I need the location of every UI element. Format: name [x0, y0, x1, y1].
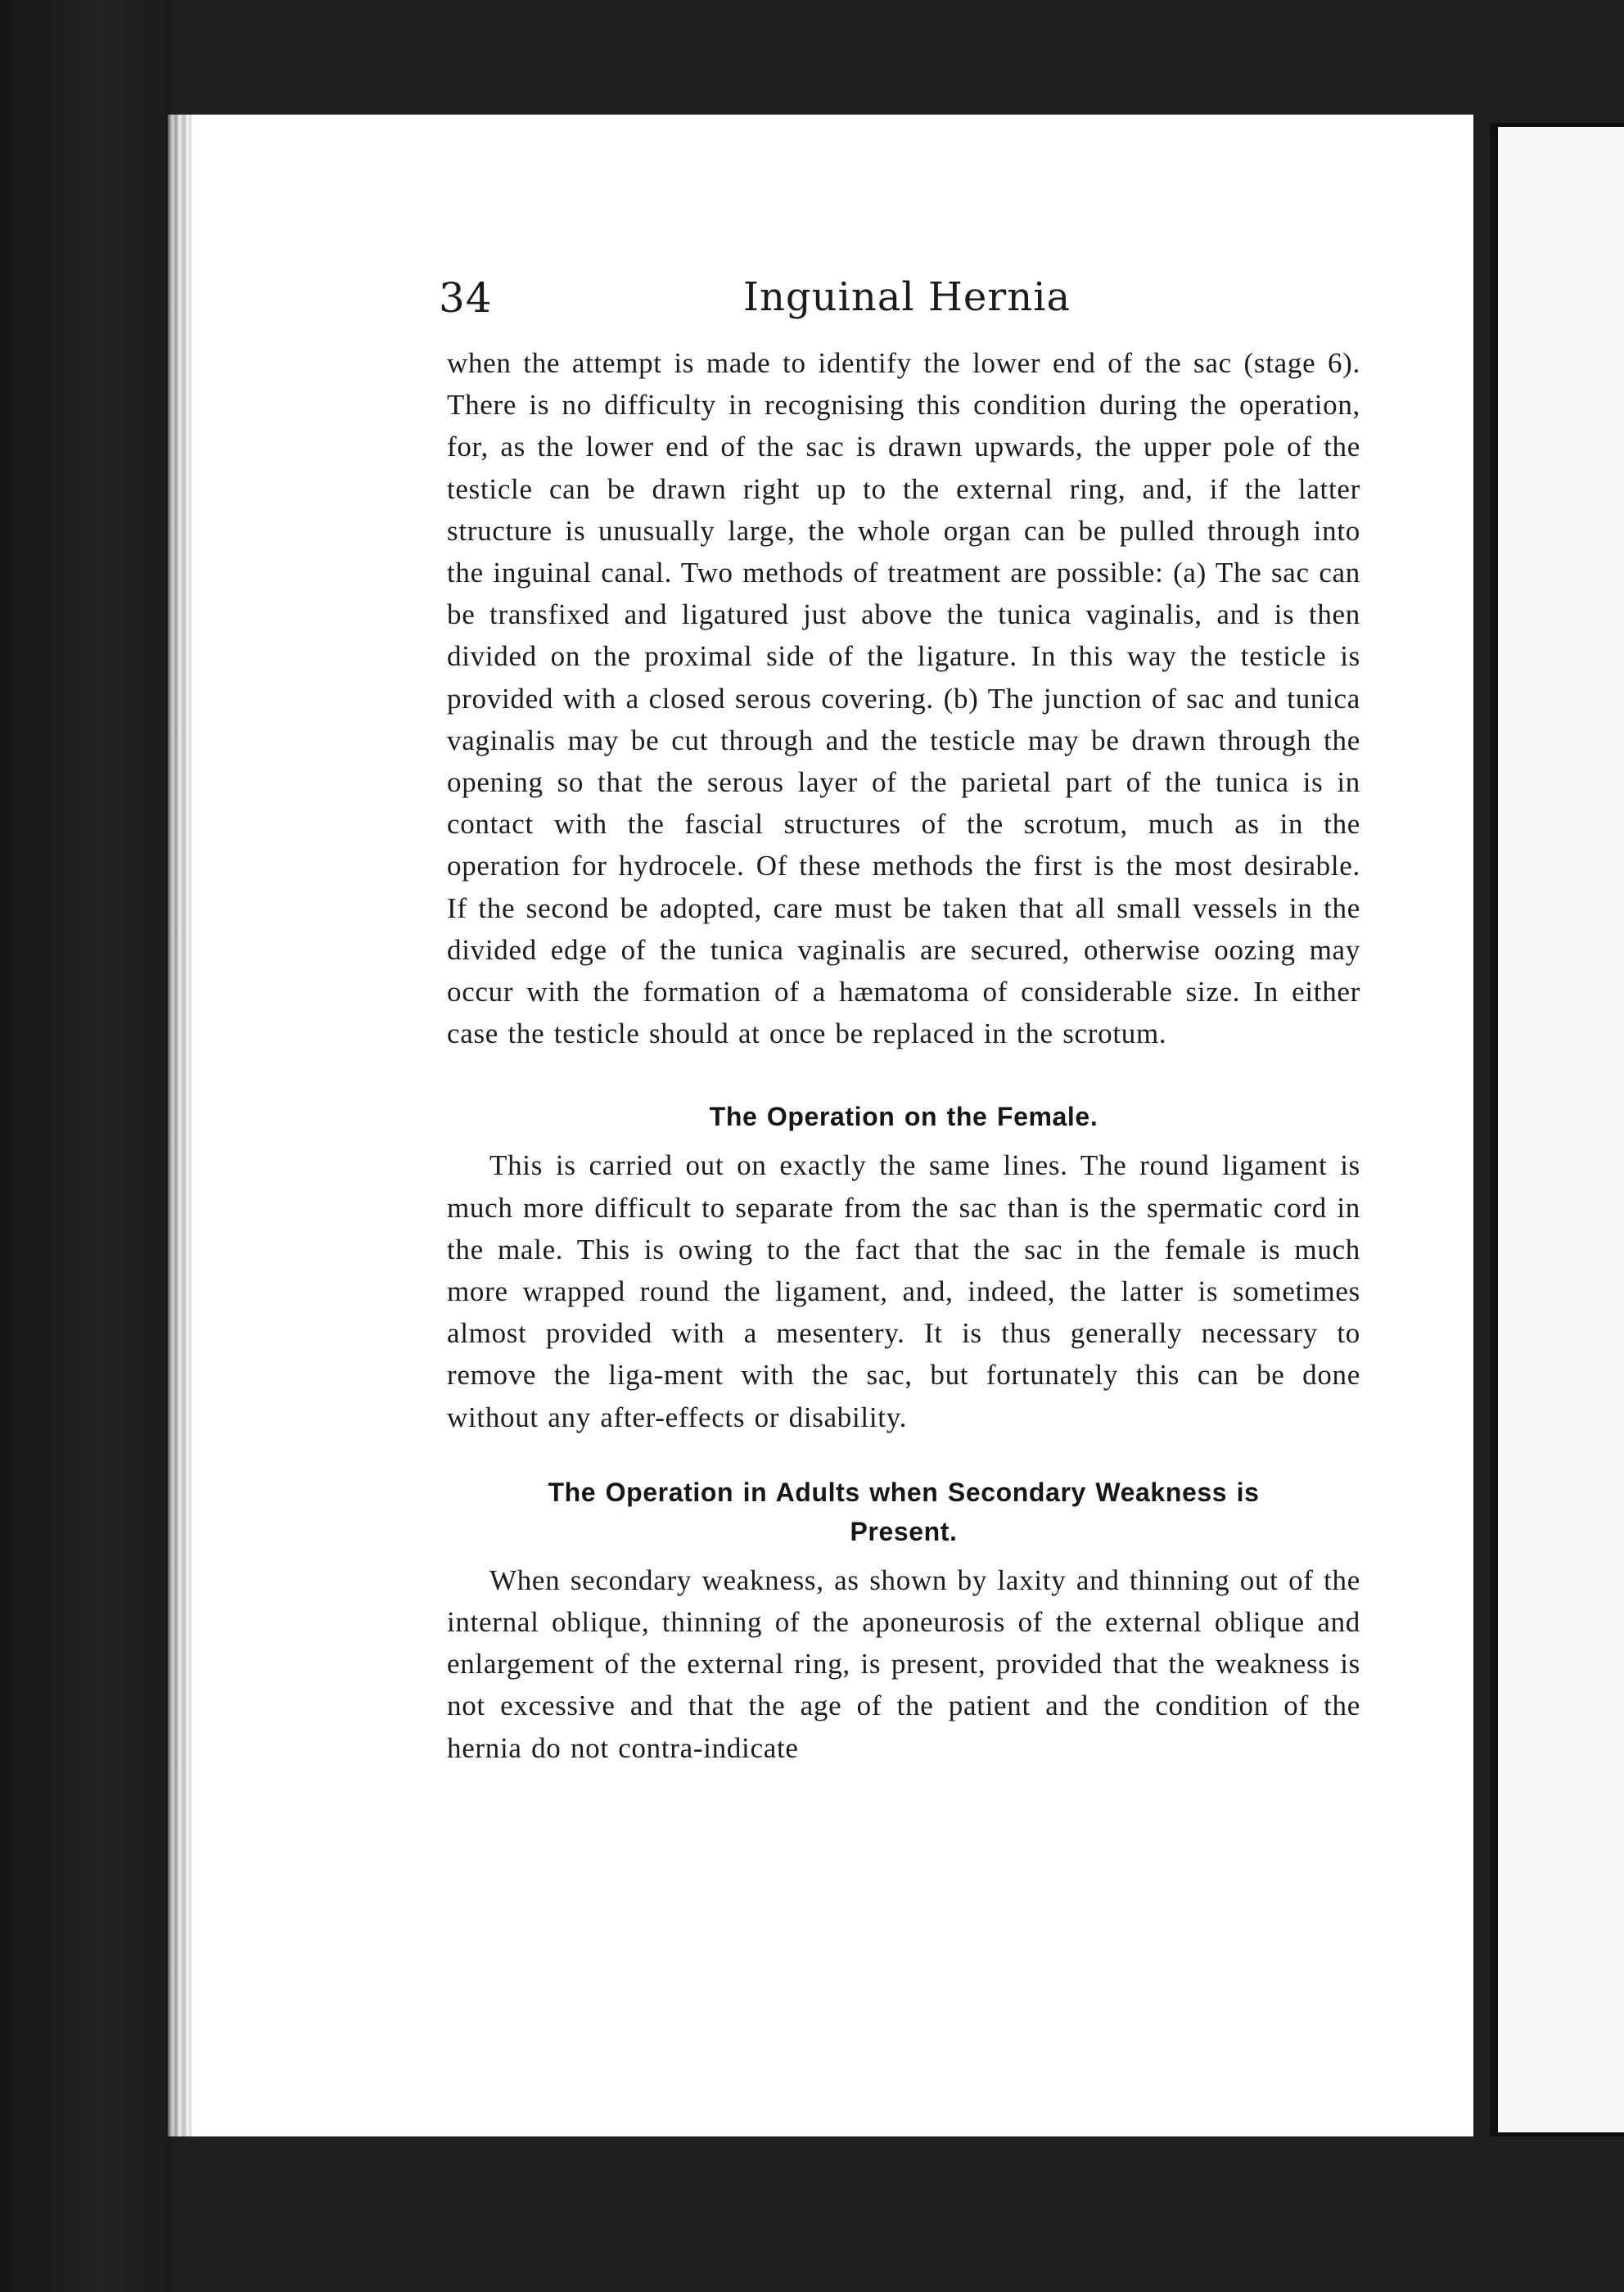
- running-head: [0, 274, 1624, 323]
- page-number: 34: [439, 274, 493, 322]
- running-title: Inguinal Hernia: [743, 274, 1071, 320]
- section-heading-adults: The Operation in Adults when Secondary Weakness is Present.: [548, 1477, 1260, 1546]
- page-body: [447, 342, 1360, 1769]
- paragraph-adults-operation: When secondary weakness, as shown by laxity and thinning out of the internal oblique, thinning of the aponeurosis of the external oblique and enlargement of the external ring, is present, provided that the weakness is not excessive and that the age of the patient and the condition of the hernia do not contra-indicate: [447, 1563, 1360, 1764]
- section-heading-female: The Operation on the Female.: [709, 1102, 1098, 1132]
- paragraph-continued: when the attempt is made to identify the lower end of the sac (stage 6). There is no difficulty in recognising this condition during the operation, for, as the lower end of the sac is drawn upwards, the upper pole of the testicle can be drawn right up to the external ring, and, if the latter structure is unusually large, the whole organ can be pulled through into the inguinal canal. Two methods of treatment are possible: (a) The sac can be transfixed and ligatured just above the tunica vaginalis, and is then divided on the proximal side of the ligature. In this way the testicle is provided with a closed serous covering. (b) The junction of sac and tunica vaginalis may be cut through and the testicle may be drawn through the opening so that the serous layer of the parietal part of the tunica is in contact with the fascial structures of the scrotum, much as in the operation for hydrocele. Of these methods the first is the most desirable. If the second be adopted, care must be taken that all small vessels in the divided edge of the tunica vaginalis are secured, otherwise oozing may occur with the formation of a hæmatoma of considerable size. In either case the testicle should at once be replaced in the scrotum.: [447, 347, 1360, 1050]
- paragraph-female-operation: This is carried out on exactly the same lines. The round ligament is much more difficult to separate from the sac than is the spermatic cord in the male. This is owing to the fact that the sac in the female is much more wrapped round the ligament, and, indeed, the latter is sometimes almost provided with a mesentery. It is thus generally necessary to remove the liga-ment with the sac, but fortunately this can be done without any after-effects or disability.: [447, 1149, 1360, 1433]
- next-page: [1498, 127, 1624, 2132]
- book-binding-edge: [168, 115, 192, 2136]
